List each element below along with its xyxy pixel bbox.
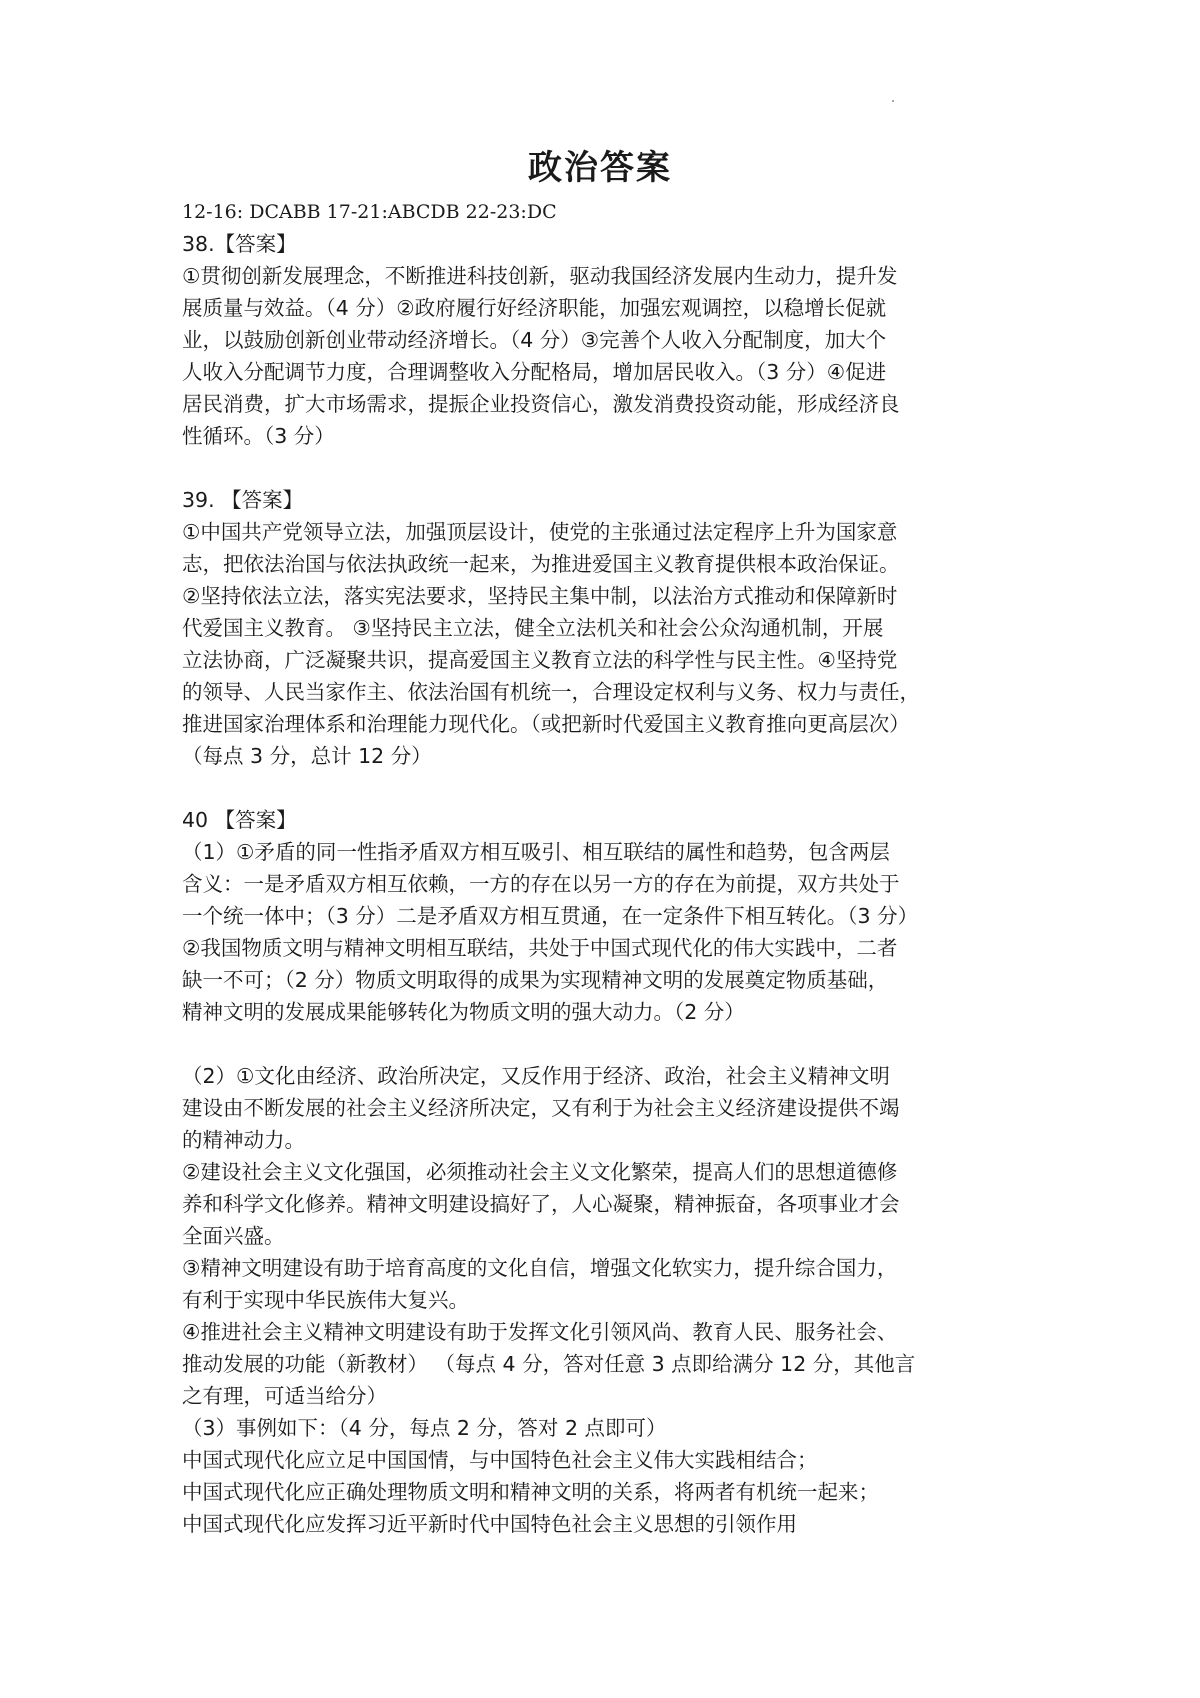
question-40-line: 缺一不可；（2 分）物质文明取得的成果为实现精神文明的发展奠定物质基础， (182, 968, 889, 992)
question-38-line: 人收入分配调节力度，合理调整收入分配格局，增加居民收入。（3 分）④促进 (182, 360, 887, 384)
question-40-line: 一个统一体中；（3 分）二是矛盾双方相互贯通，在一定条件下相互转化。（3 分） (182, 904, 919, 928)
question-38-line: 性循环。（3 分） (182, 424, 335, 448)
spacer (182, 1028, 1032, 1060)
question-40-line: 精神文明的发展成果能够转化为物质文明的强大动力。（2 分） (182, 1000, 745, 1024)
question-40-line: 有利于实现中华民族伟大复兴。 (182, 1288, 469, 1312)
question-38-line: 居民消费，扩大市场需求，提振企业投资信心，激发消费投资动能，形成经济良 (182, 392, 900, 416)
scan-speck (892, 100, 894, 102)
question-40-line: ③精神文明建设有助于培育高度的文化自信，增强文化软实力，提升综合国力， (182, 1256, 898, 1280)
question-40-line: 建设由不断发展的社会主义经济所决定，又有利于为社会主义经济建设提供不竭 (182, 1096, 900, 1120)
question-40-line: 中国式现代化应立足中国国情，与中国特色社会主义伟大实践相结合； (182, 1448, 818, 1472)
question-40-line: 中国式现代化应发挥习近平新时代中国特色社会主义思想的引领作用 (182, 1512, 797, 1536)
question-39-heading: 39. 【答案】 (182, 488, 304, 512)
question-38-line: 业，以鼓励创新创业带动经济增长。（4 分）③完善个人收入分配制度，加大个 (182, 328, 887, 352)
question-40-block (182, 804, 1032, 1540)
question-40-line: ②建设社会主义文化强国，必须推动社会主义文化繁荣，提高人们的思想道德修 (182, 1160, 898, 1184)
question-38-heading: 38.【答案】 (182, 232, 297, 256)
question-38-line: 展质量与效益。（4 分）②政府履行好经济职能，加强宏观调控，以稳增长促就 (182, 296, 887, 320)
page-title: 政治答案 (528, 148, 672, 188)
question-39-block (182, 484, 1032, 772)
question-40-line: 全面兴盛。 (182, 1224, 285, 1248)
question-40-line: ②我国物质文明与精神文明相互联结，共处于中国式现代化的伟大实践中，二者 (182, 936, 898, 960)
question-39-line: 志，把依法治国与依法执政统一起来，为推进爱国主义教育提供根本政治保证。 (182, 552, 900, 576)
question-40-part-2-3 (182, 1060, 1032, 1540)
question-40-line: （3）事例如下：（4 分，每点 2 分，答对 2 点即可） (182, 1416, 667, 1440)
question-40-line: 推动发展的功能（新教材） （每点 4 分，答对任意 3 点即给满分 12 分，其他言 (182, 1352, 916, 1376)
question-39-line: 代爱国主义教育。 ③坚持民主立法，健全立法机关和社会公众沟通机制，开展 (182, 616, 884, 640)
question-40-line: 中国式现代化应正确处理物质文明和精神文明的关系，将两者有机统一起来； (182, 1480, 879, 1504)
question-40-line: （2）①文化由经济、政治所决定，又反作用于经济、政治，社会主义精神文明 (182, 1064, 890, 1088)
question-39-line: 的领导、人民当家作主、依法治国有机统一，合理设定权利与义务、权力与责任， (182, 680, 920, 704)
question-39-line: （每点 3 分，总计 12 分） (182, 744, 432, 768)
question-40-line: 的精神动力。 (182, 1128, 305, 1152)
question-40-line: ④推进社会主义精神文明建设有助于发挥文化引领风尚、教育人民、服务社会、 (182, 1320, 898, 1344)
question-39-line: ②坚持依法立法，落实宪法要求，坚持民主集中制，以法治方式推动和保障新时 (182, 584, 898, 608)
question-40-part-1 (182, 836, 1032, 1028)
question-39-line: 推进国家治理体系和治理能力现代化。（或把新时代爱国主义教育推向更高层次） (182, 712, 910, 736)
question-40-line: 养和科学文化修养。精神文明建设搞好了，人心凝聚，精神振奋，各项事业才会 (182, 1192, 900, 1216)
spacer (182, 772, 1032, 804)
question-40-line: 之有理，可适当给分） (182, 1384, 387, 1408)
question-39-line: 立法协商，广泛凝聚共识，提高爱国主义教育立法的科学性与民主性。④坚持党 (182, 648, 898, 672)
multiple-choice-answers: 12-16: DCABB 17-21:ABCDB 22-23:DC (182, 201, 557, 223)
question-40-line: （1）①矛盾的同一性指矛盾双方相互吸引、相互联结的属性和趋势，包含两层 (182, 840, 890, 864)
question-40-heading: 40 【答案】 (182, 808, 297, 832)
spacer (182, 452, 1032, 484)
question-38-line: ①贯彻创新发展理念，不断推进科技创新，驱动我国经济发展内生动力，提升发 (182, 264, 898, 288)
question-39-line: ①中国共产党领导立法，加强顶层设计，使党的主张通过法定程序上升为国家意 (182, 520, 898, 544)
question-40-line: 含义：一是矛盾双方相互依赖，一方的存在以另一方的存在为前提，双方共处于 (182, 872, 900, 896)
question-38-block (182, 228, 1032, 452)
answer-content (182, 196, 1032, 1540)
